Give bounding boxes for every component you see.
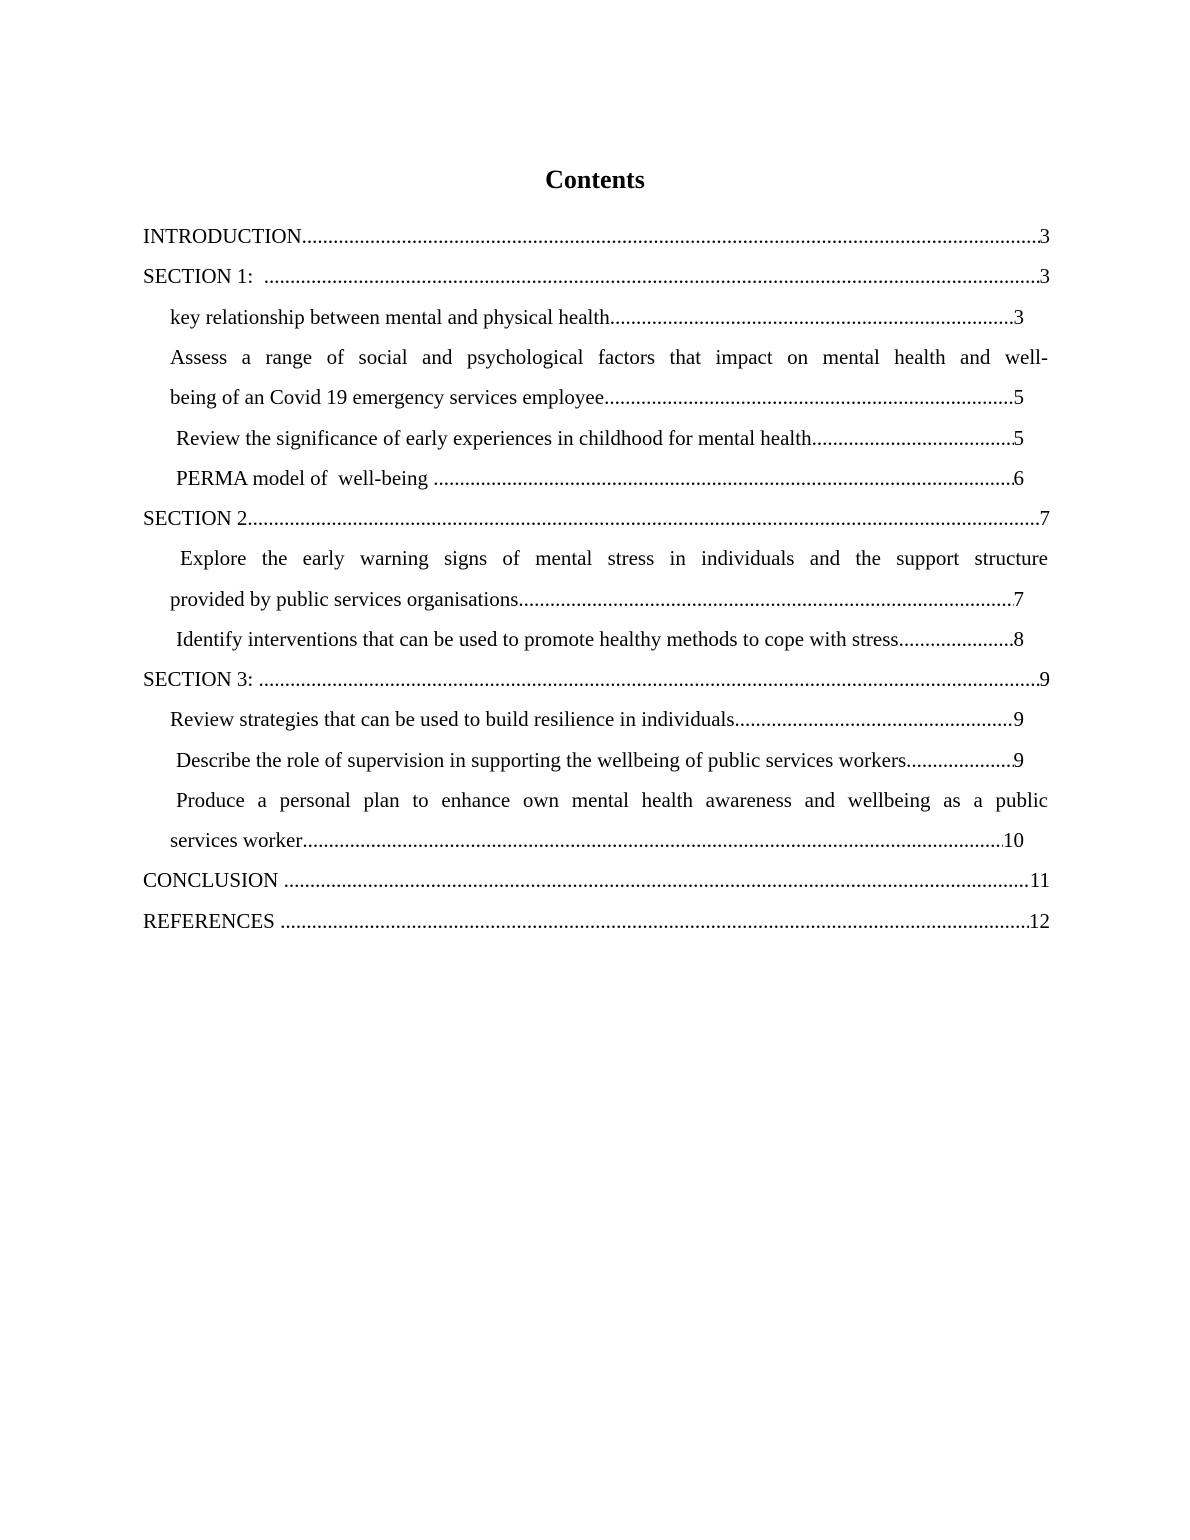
toc-entry-text: provided by public services organisations bbox=[170, 587, 519, 611]
toc-page-number: 9 bbox=[1013, 707, 1024, 731]
toc-entry-warning-signs-line-2[interactable] bbox=[170, 579, 1024, 619]
toc-page-number: 3 bbox=[1039, 264, 1050, 288]
toc-leader-dots bbox=[911, 740, 1013, 780]
toc-leader-dots bbox=[302, 216, 1040, 256]
page-title: Contents bbox=[545, 165, 645, 194]
toc-leader-dots bbox=[812, 418, 1014, 458]
toc-page-number: 3 bbox=[1039, 224, 1050, 248]
toc-leader-dots bbox=[259, 659, 1040, 699]
toc-entry-text: INTRODUCTION bbox=[143, 224, 302, 248]
toc-entry-text: being of an Covid 19 emergency services employee bbox=[170, 385, 605, 409]
toc-leader-dots bbox=[604, 377, 1013, 417]
toc-leader-dots bbox=[735, 699, 1014, 739]
toc-entry-assess-line-2[interactable] bbox=[170, 377, 1024, 417]
toc-leader-dots bbox=[247, 498, 1039, 538]
toc-entry-text: SECTION 3: bbox=[143, 667, 259, 691]
toc-entry-interventions[interactable] bbox=[176, 619, 1024, 659]
toc-entry-resilience[interactable] bbox=[170, 699, 1024, 739]
toc-leader-dots bbox=[264, 256, 1040, 296]
toc-leader-dots bbox=[302, 820, 1003, 860]
toc-entry-text: PERMA model of well-being bbox=[176, 466, 434, 490]
toc-page-number: 3 bbox=[1013, 305, 1024, 329]
toc-entry-text: SECTION 2 bbox=[143, 506, 248, 530]
toc-entry-section-2[interactable] bbox=[143, 498, 1050, 538]
toc-page-number: 9 bbox=[1013, 748, 1024, 772]
toc-leader-dots bbox=[433, 458, 1013, 498]
toc-entry-text: Review the significance of early experiences in childhood for mental health bbox=[176, 426, 812, 450]
toc-entry-text: Review strategies that can be used to build resilience in individuals bbox=[170, 707, 735, 731]
toc-entry-early-experiences[interactable] bbox=[176, 418, 1024, 458]
toc-leader-dots bbox=[284, 860, 1030, 900]
toc-entry-text: Describe the role of supervision in supporting the wellbeing of public services workers. bbox=[176, 748, 912, 772]
toc-entry-text: SECTION 1: bbox=[143, 264, 264, 288]
toc-page-number: 12 bbox=[1029, 909, 1050, 933]
toc-entry-assess-line-1[interactable]: Assess a range of social and psychological factors that impact on mental health and well- bbox=[170, 345, 1048, 369]
toc-entry-text: Identify interventions that can be used to promote healthy methods to cope with stress. bbox=[176, 627, 904, 651]
toc-entry-conclusion[interactable] bbox=[143, 860, 1050, 900]
toc-entry-key-relationship[interactable] bbox=[170, 297, 1024, 337]
toc-entry-perma-model[interactable] bbox=[176, 458, 1024, 498]
toc-entry-text: services worker bbox=[170, 828, 303, 852]
toc-entry-section-3[interactable] bbox=[143, 659, 1050, 699]
toc-entry-references[interactable] bbox=[143, 901, 1050, 941]
toc-page-number: 5 bbox=[1013, 385, 1024, 409]
toc-entry-section-1[interactable] bbox=[143, 256, 1050, 296]
toc-entry-warning-signs-line-1[interactable]: Explore the early warning signs of mental stress in individuals and the support structure bbox=[180, 546, 1048, 570]
toc-entry-personal-plan-line-1[interactable]: Produce a personal plan to enhance own mental health awareness and wellbeing as a public bbox=[176, 788, 1048, 812]
toc-page-number: 10 bbox=[1003, 828, 1024, 852]
toc-page-number: 5 bbox=[1013, 426, 1024, 450]
toc-leader-dots bbox=[280, 901, 1029, 941]
toc-page-number: 7 bbox=[1013, 587, 1024, 611]
toc-page-number: 8 bbox=[1013, 627, 1024, 651]
toc-page-number: 11 bbox=[1029, 868, 1050, 892]
toc-entry-text: CONCLUSION bbox=[143, 868, 284, 892]
toc-page-number: 6 bbox=[1013, 466, 1024, 490]
toc-leader-dots bbox=[610, 297, 1014, 337]
toc-page-number: 9 bbox=[1039, 667, 1050, 691]
toc-entry-supervision[interactable] bbox=[176, 740, 1024, 780]
toc-entry-text: key relationship between mental and physical health bbox=[170, 305, 610, 329]
toc-leader-dots bbox=[904, 619, 1014, 659]
toc-entry-introduction[interactable] bbox=[143, 216, 1050, 256]
toc-entry-text: REFERENCES bbox=[143, 909, 281, 933]
toc-entry-personal-plan-line-2[interactable] bbox=[170, 820, 1024, 860]
toc-page-number: 7 bbox=[1039, 506, 1050, 530]
toc-leader-dots bbox=[518, 579, 1013, 619]
